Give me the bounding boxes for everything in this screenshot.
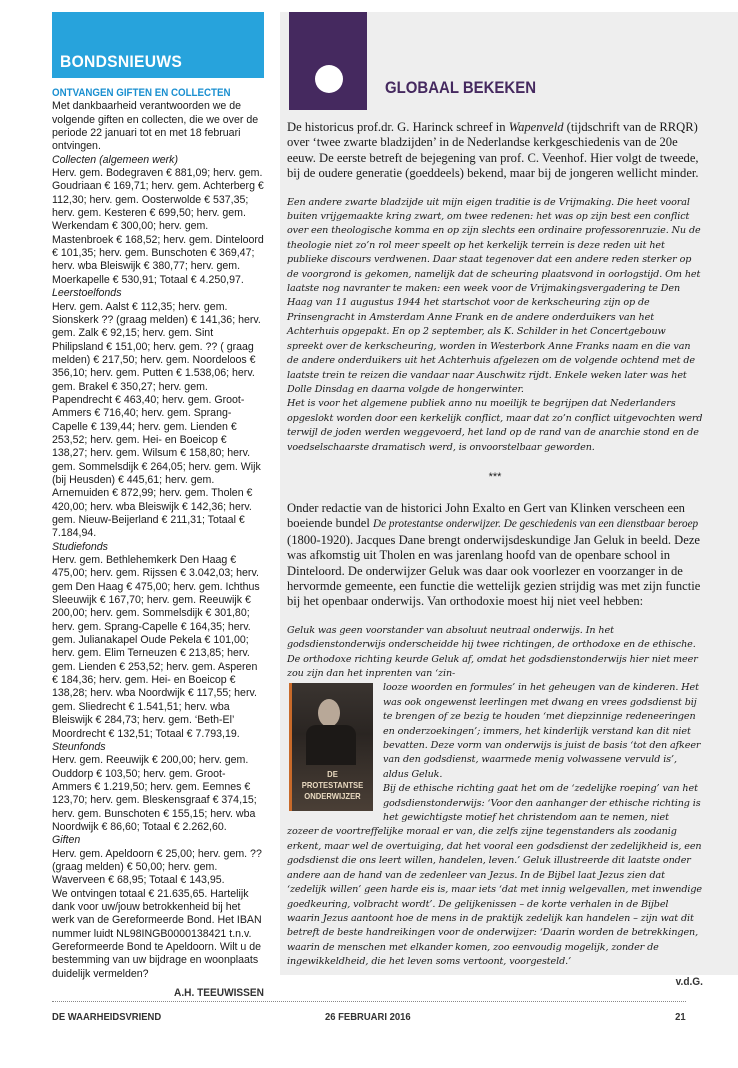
text: De historicus prof.dr. G. Harinck schreef in <box>287 120 509 134</box>
article-body <box>287 120 703 988</box>
page-number: 21 <box>675 1011 686 1023</box>
quote-paragraph: looze woorden en formules’ in het geheugen van de kinderen. Het was ook ongewenst leerlingen met dwang en vrees godsdienst bij te brengen of ze bezig te houden ‘met diepzinnige redeneeringen en onderzoekingen’; immers, het kinderlijk verstand kan dit niet bevatten. Deze vorm van onderwijs is juist de basis ‘tot den afkeer van den godsdienst, waarmede menig volwassene vervuld is’, aldus Geluk. <box>383 682 701 780</box>
book-cover-title: DE PROTESTANTSE ONDERWIJZER <box>301 769 364 802</box>
journal-name: Wapenveld <box>508 120 564 134</box>
book-title: De protestantse onderwijzer. De geschiedenis van een dienstbaar beroep <box>373 518 699 531</box>
closing-text: We ontvingen totaal € 21.635,65. Hartelijk dank voor uw/jouw betrokkenheid bij het werk van de Gereformeerde Bond. Het IBAN nummer luidt NL98INGB0000138421 t.n.v. Gereformeerde Bond te Apeldoorn. Wilt u de bestemming van uw bijdrage en woonplaats duidelijk vermelden? <box>52 887 262 980</box>
section-heading: Steunfonds <box>52 740 106 753</box>
circle-icon <box>315 65 343 93</box>
quote-paragraph: Het is voor het algemene publiek anno nu moeilijk te begrijpen dat Nederlanders opgeslokt worden door een kerkelijk conflict, maar dat zo’n conflict uitgevochten werd terwijl de joden werden weggevoerd, het land op de rand van de anarchie stond en de voedselschaarste dramatisch werd, is onvoorstelbaar geworden. <box>287 398 703 453</box>
article-title: GLOBAAL BEKEKEN <box>385 78 537 97</box>
publication-name: DE WAARHEIDSVRIEND <box>52 1011 162 1023</box>
section-heading: Studiefonds <box>52 540 108 553</box>
section-text: Herv. gem. Aalst € 112,35; herv. gem. Sionskerk ?? (graag melden) € 141,36; herv. gem. Zalk € 92,15; herv. gem. Sint Philipsland € 151,00; herv. gem. ?? ( graag melden) € 217,50; herv. gem. Noordeloos € 356,10; herv. gem. Putten € 1.538,06; herv. gem. Brakel € 350,27; herv. gem. Papendrecht € 463,40; herv. gem. Groot-Ammers € 716,40; herv. gem. Sprang-Capelle € 139,44; herv. gem. Lienden € 253,52; herv. gem. Hei- en Boeicop € 138,27; herv. gem. Wilsum € 158,80; herv. gem. Sommelsdijk € 264,05; herv. gem. Wijk (bij Heusden) € 445,61; herv. gem. Arnemuiden € 872,99; herv. gem. Tholen € 420,00; herv. wba Bleiswijk € 142,36; herv. gem. Nieuw-Beijerland € 211,31; Totaal € 7.184,94. <box>52 300 261 540</box>
text: Onder redactie van de historici John Exalto en Gert van Klinken verscheen een boeiende bundel <box>287 500 685 531</box>
section-title: BONDSNIEUWS <box>60 52 183 71</box>
intro-paragraph <box>287 120 703 182</box>
footer-divider <box>52 1001 686 1002</box>
section-text: Herv. gem. Reeuwijk € 200,00; herv. gem. Ouddorp € 103,50; herv. gem. Groot-Ammers € 1.219,50; herv. gem. Eemnes € 123,70; herv. gem. Bleskensgraaf € 374,15; herv. gem. Bunschoten € 155,15; herv. wba Noordwijk € 86,60; Totaal € 2.262,60. <box>52 754 257 833</box>
book-paragraph <box>287 501 703 610</box>
quote-paragraph: Een andere zwarte bladzijde uit mijn eigen traditie is de Vrijmaking. Die heet vooral buiten vrijgemaakte kring zwart, om twee redenen: het was op zijn best een conflict over een theologische komma en op zijn slechts een ordinaire professorenruzie. Nu de theologie niet zo’n rol meer speelt op het kerkelijk terrein is deze reden uit het publieke discours verdwenen. Daar staat tegenover dat een andere reden sterker op de voorgrond is gekomen, namelijk dat de scheuring plaatsvond in oorlogstijd. Om het laatste nog navranter te maken: een week voor de Vrijmakingsvergadering te Den Haag van 11 augustus 1944 het startschot voor de kerkscheuring zijn op de Prinsengracht in Amsterdam Anne Frank en de andere onderduikers van het Achterhuis opgepakt. En op 2 september, als K. Schilder in het Concertgebouw spreekt over de kerkscheuring, worden in Westerbork Anne Franks naam en die van de andere onderduikers uit het Achterhuis afgelezen om de volgende ochtend met de laatste trein te reizen die vandaar naar Auschwitz rijdt. Enkele weken later was het Dolle Dinsdag en daarna volgde de hongerwinter. <box>287 196 701 395</box>
section-heading: Collecten (algemeen werk) <box>52 153 179 166</box>
section-text: Herv. gem. Apeldoorn € 25,00; herv. gem. ?? (graag melden) € 50,00; herv. gem. Waverveen € 68,95; Totaal € 143,95. <box>52 847 262 887</box>
author-signature: v.d.G. <box>675 975 703 988</box>
section-heading: Giften <box>52 834 81 847</box>
issue-date: 26 FEBRUARI 2016 <box>325 1011 411 1023</box>
intro-text: Met dankbaarheid verantwoorden we de volgende giften en collecten, die we over de periode 22 januari tot en met 18 februari ontvingen. <box>52 100 259 153</box>
section-heading: Leerstoelfonds <box>52 287 122 300</box>
author-signature: A.H. TEEUWISSEN <box>174 987 264 1000</box>
book-cover-image <box>289 683 373 811</box>
section-text: Herv. gem. Bethlehemkerk Den Haag € 475,00; herv. gem. Rijssen € 3.042,03; herv. gem Den Haag € 475,00; herv. gem. Ichthus Sleeuwijk € 167,70; herv. gem. Reeuwijk € 200,00; herv. gem. Sommelsdijk € 301,80; herv. gem. Sprang-Capelle € 164,35; herv. gem. Julianakapel Oude Pekela € 101,00; herv. gem. Elim Terneuzen € 213,85; herv. gem. Lienden € 253,52; herv. gem. Asperen € 184,36; herv. gem. Hei- en Boeicop € 138,28; herv. wba Noordwijk € 117,55; herv. gem. Sliedrecht € 1.541,51; herv. wba Bleiswijk € 284,73; herv. gem. ‘Beth-El’ Moordrecht € 132,51; Totaal € 7.793,19. <box>52 554 260 740</box>
bondsnieuws-column <box>52 12 264 1000</box>
text: (tijdschrift van de RRQR) over ‘twee zwarte bladzijden’ in de Nederlandse kerkgeschiedenis van de 20e eeuw. De eerste betreft de bejegening van prof. C. Veenhof. Hier volgt de tweede, bij de oudere generatie (goeddeels) bekend, maar bij de jongeren wellicht minder. <box>287 120 699 181</box>
quote-paragraph: Geluk was geen voorstander van absoluut neutraal onderwijs. In het godsdienstonderwijs onderscheidde hij twee richtingen, de orthodoxe en de ethische. De orthodoxe richting keurde Geluk af, omdat het godsdienstonderwijs hier niet meer zou zijn dan het inprenten van ‘zin- <box>287 624 698 679</box>
article-subtitle: ONTVANGEN GIFTEN EN COLLECTEN <box>52 87 231 99</box>
quote-paragraph: Bij de ethische richting gaat het om de ‘zedelijke roeping’ van het godsdienstonderwijs: ‘Voor den aanhanger der ethische richting is het gewichtigste motief het christendom aan te nemen, niet zozeer de voortreffelijke moraal er van, die zelfs zijne tegenstanders als zoodanig erkent, maar wel de overtuiging, dat het vooral een godsdienst der zedelijkheid is, een godsdienst die ons leert willen, handelen, leven.’ Geluk illustreerde dit laatste onder andere aan de hand van de zedenleer van Jezus. In de Bijbel laat Jezus zien dat ‘zedelijk willen’ geen harde eis is, maar iets ‘dat met innig welgevallen, met inwendige goedkeuring, volbracht wordt’. De gelijkenissen – de korte verhalen in de Bijbel waarin Jezus aantoont hoe de mens in de praktijk zedelijk kan handelen – zijn wat dit betreft de beste handreikingen voor de onderwijzer: ‘Daarin worden de betrekkingen, waarin de menschen met elkander komen, zoo eenvoudig mogelijk, zonder de ingewikkeldheid, die het leven soms vertoont, voorgesteld.’ <box>287 783 702 968</box>
globaal-bekeken-column <box>280 12 738 988</box>
section-text: Herv. gem. Bodegraven € 881,09; herv. gem. Goudriaan € 169,71; herv. gem. Achterberg € 112,30; herv. gem. Oosterwolde € 537,35; herv. gem. Kesteren € 699,50; herv. gem. Werkendam € 300,00; herv. gem. Mastenbroek € 168,52; herv. gem. Dinteloord € 101,35; herv. gem. Bunschoten € 369,47; herv. wba Bleiswijk € 380,77; herv. gem. Moerkapelle € 530,91; Totaal € 4.250,97. <box>52 167 264 286</box>
section-logo <box>289 12 367 110</box>
donations-article <box>52 87 264 1000</box>
separator: *** <box>488 470 502 483</box>
text: (1800-1920). Jacques Dane brengt onderwijsdeskundige Jan Geluk in beeld. Deze was afkomstig uit Tholen en was jarenlang hoofd van de openbare school in Dinteloord. De onderwijzer Geluk was daar ook voorlezer en voorzanger in de hervormde gemeente, een functie die wettelijk gezien strijdig was met zijn functie bij het openbaar onderwijs. Van orthodoxie moest hij niet veel hebben: <box>287 532 701 609</box>
section-header <box>52 12 264 78</box>
